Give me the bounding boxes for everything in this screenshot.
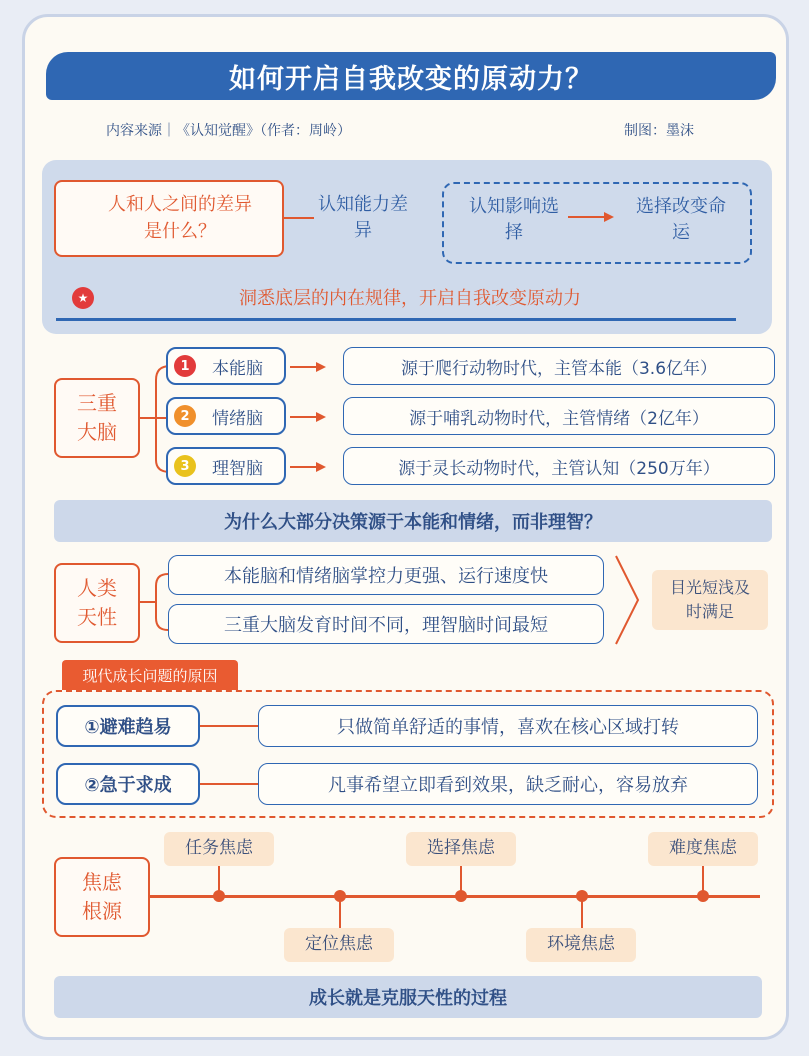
number-3-icon: 3	[174, 455, 196, 477]
number-2-icon: 2	[174, 405, 196, 427]
nature-label: 人类天性	[77, 576, 117, 629]
anxiety-top-1: 任务焦虑	[164, 832, 274, 866]
brain-item-name: 本能脑	[212, 358, 263, 379]
answer-text: 认知能力差异	[318, 193, 408, 241]
brain-label-box	[54, 378, 140, 458]
brain-item-2	[166, 397, 286, 435]
nature-item-1: 本能脑和情绪脑掌控力更强、运行速度快	[168, 555, 604, 595]
connector-line	[200, 783, 258, 785]
nature-label-box	[54, 563, 140, 643]
cause-desc-2: 凡事希望立即看到效果，缺乏耐心，容易放弃	[258, 763, 758, 805]
timeline-dot	[697, 890, 709, 902]
cause-item-1: ①避难趋易	[56, 705, 200, 747]
anxiety-bottom-1: 定位焦虑	[284, 928, 394, 962]
connector-line	[200, 725, 258, 727]
cause-desc-1: 只做简单舒适的事情，喜欢在核心区域打转	[258, 705, 758, 747]
anxiety-top-3: 难度焦虑	[648, 832, 758, 866]
anxiety-label-box	[54, 857, 150, 937]
conclusion-text: 洞悉底层的内在规律，开启自我改变原动力	[239, 288, 581, 309]
brain-item-3	[166, 447, 286, 485]
nature-result-text: 目光短浅及时满足	[670, 578, 751, 621]
arrow-right-icon	[286, 460, 334, 474]
tick-line	[581, 896, 583, 928]
cause-item-2: ②急于求成	[56, 763, 200, 805]
conclusion-underline	[56, 318, 736, 321]
timeline-dot	[455, 890, 467, 902]
tick-line	[339, 896, 341, 928]
question-text: 人和人之间的差异是什么？	[108, 194, 252, 242]
brain-item-name: 理智脑	[212, 458, 263, 479]
arrow-right-icon	[568, 210, 616, 224]
number-1-icon: 1	[174, 355, 196, 377]
timeline-dot	[213, 890, 225, 902]
brain-label: 三重大脑	[77, 391, 117, 444]
arrow-right-icon	[286, 410, 334, 424]
brain-item-1	[166, 347, 286, 385]
arrow-right-icon	[286, 360, 334, 374]
causes-tag: 现代成长问题的原因	[62, 660, 238, 690]
brain-desc-1: 源于爬行动物时代，主管本能（3.6亿年）	[343, 347, 775, 385]
brain-desc-3: 源于灵长动物时代，主管认知（250万年）	[343, 447, 775, 485]
nature-brace	[140, 560, 170, 644]
chain-from: 认知影响选择	[469, 195, 559, 243]
question-box	[54, 180, 284, 257]
anxiety-label: 焦虑根源	[82, 870, 122, 923]
brain-desc-2: 源于哺乳动物时代，主管情绪（2亿年）	[343, 397, 775, 435]
page-title: 如何开启自我改变的原动力？	[46, 52, 776, 100]
nature-item-2: 三重大脑发育时间不同，理智脑时间最短	[168, 604, 604, 644]
chevron-right-icon	[612, 552, 642, 648]
credit-text: 制图：墨沫	[624, 123, 694, 139]
why-band: 为什么大部分决策源于本能和情绪，而非理智？	[54, 500, 772, 542]
chain-to: 选择改变命运	[636, 195, 726, 243]
star-icon: ★	[72, 287, 94, 309]
anxiety-top-2: 选择焦虑	[406, 832, 516, 866]
brain-item-name: 情绪脑	[212, 408, 263, 429]
footer-band: 成长就是克服天性的过程	[54, 976, 762, 1018]
anxiety-bottom-2: 环境焦虑	[526, 928, 636, 962]
source-text: 内容来源｜《认知觉醒》（作者：周岭）	[106, 123, 351, 139]
nature-result	[652, 570, 768, 630]
